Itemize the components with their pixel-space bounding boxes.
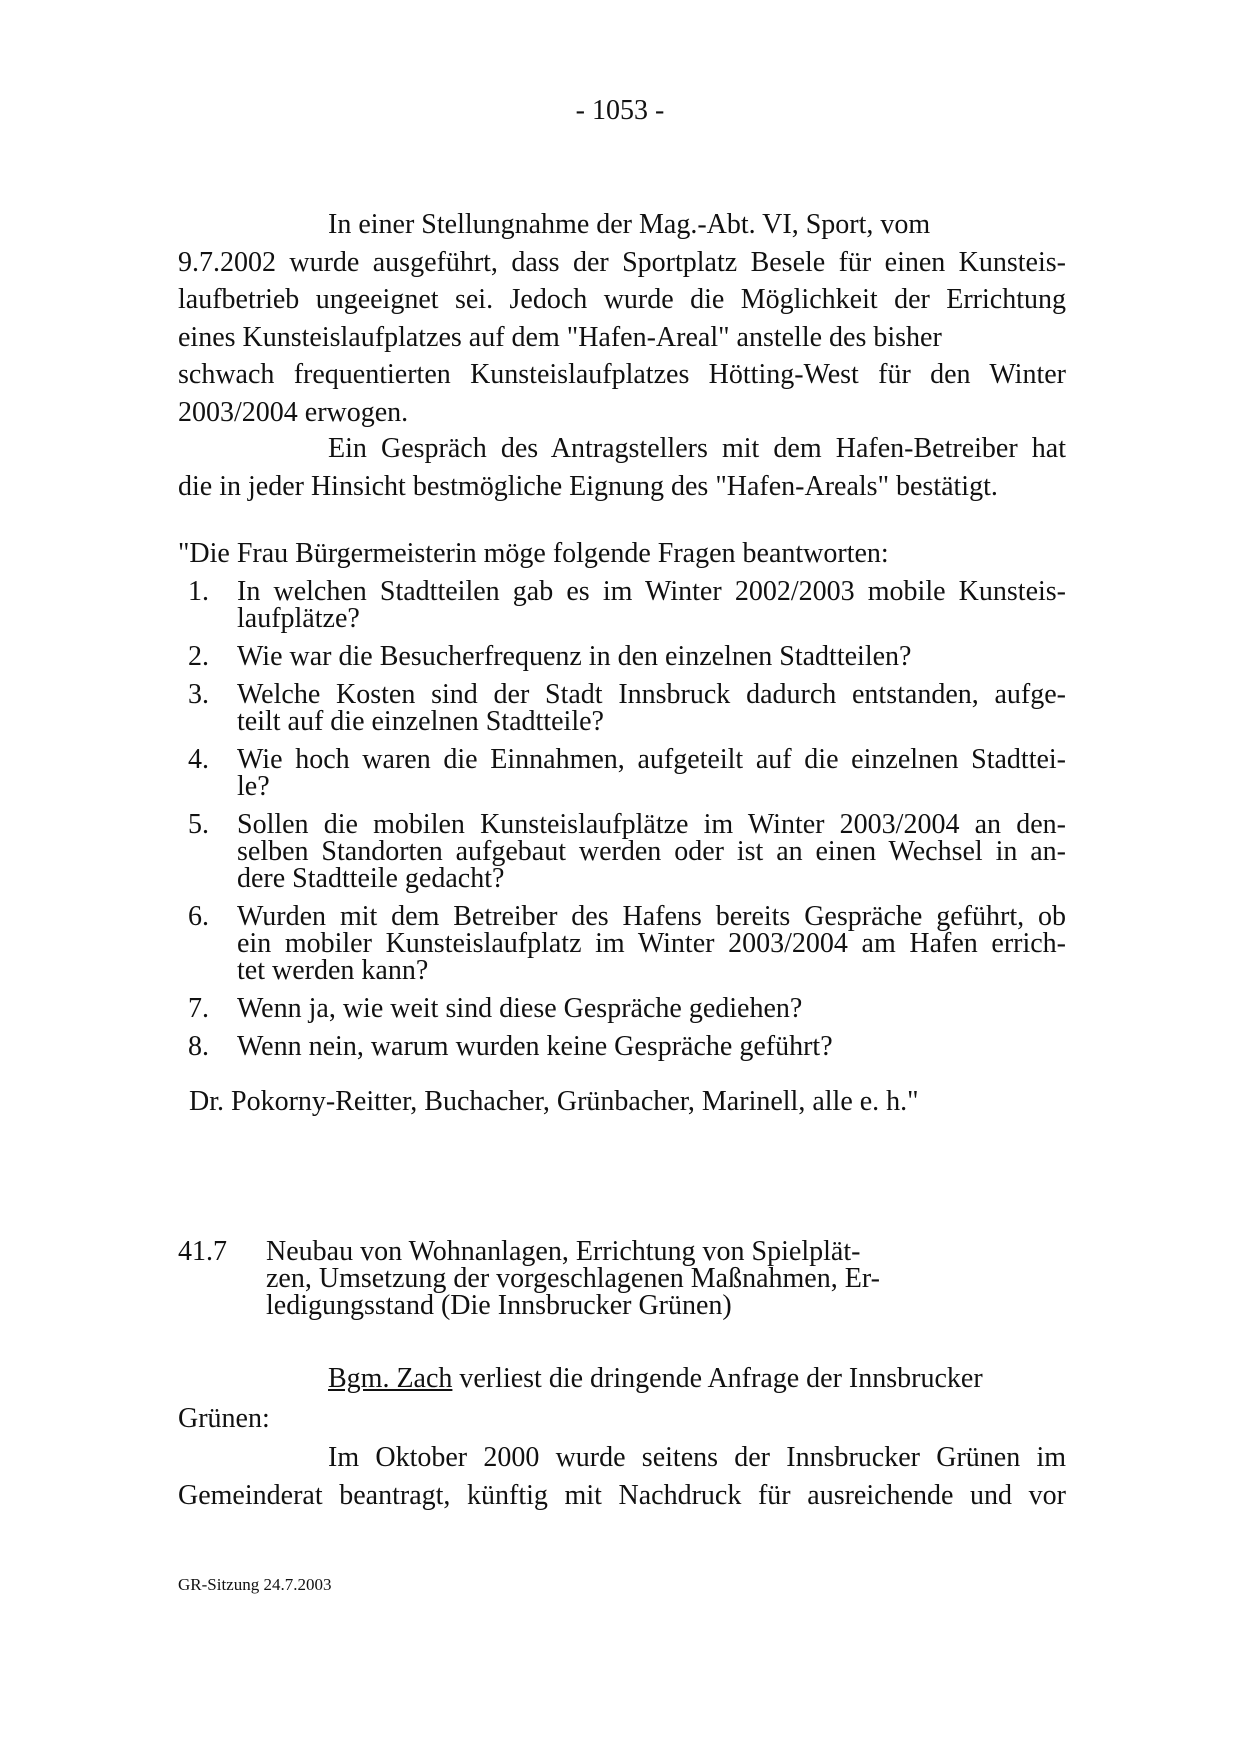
section-number: 41.7	[178, 1236, 227, 1267]
list-item	[178, 746, 1066, 800]
paragraph-line: laufbetrieb ungeeignet sei. Jedoch wurde die Möglichkeit der Errichtung	[178, 284, 1066, 315]
list-item-line: tet werden kann?	[237, 955, 429, 986]
list-item-line: teilt auf die einzelnen Stadtteile?	[237, 706, 604, 737]
list-item	[178, 681, 1066, 735]
list-item-line: Wenn ja, wie weit sind diese Gespräche gediehen?	[237, 993, 803, 1024]
list-item-line: Wenn nein, warum wurden keine Gespräche geführt?	[237, 1031, 833, 1062]
list-item-line: In welchen Stadtteilen gab es im Winter 2002/2003 mobile Kunsteis-	[237, 576, 1066, 607]
paragraph-line: Im Oktober 2000 wurde seitens der Innsbrucker Grünen im	[328, 1442, 1066, 1473]
questions-intro: "Die Frau Bürgermeisterin möge folgende Fragen beantworten:	[178, 538, 889, 569]
speaker-intro-text: verliest die dringende Anfrage der Innsbrucker	[452, 1363, 983, 1394]
list-item-number: 5.	[188, 809, 209, 840]
paragraph-oktober	[178, 1439, 1066, 1514]
list-item-number: 8.	[188, 1031, 209, 1062]
section-title-line: ledigungsstand (Die Innsbrucker Grünen)	[266, 1290, 732, 1321]
list-item-number: 1.	[188, 576, 209, 607]
paragraph-line: die in jeder Hinsicht bestmögliche Eignung des "Hafen-Areals" bestätigt.	[178, 470, 998, 502]
list-item-number: 4.	[188, 744, 209, 775]
paragraph-line: In einer Stellungnahme der Mag.-Abt. VI, Sport, vom	[328, 209, 931, 240]
speaker-intro	[328, 1361, 983, 1397]
list-item-line: Wie hoch waren die Einnahmen, aufgeteilt auf die einzelnen Stadttei-	[237, 744, 1066, 775]
list-item	[178, 811, 1066, 892]
list-item-line: Sollen die mobilen Kunsteislaufplätze im Winter 2003/2004 an den-	[237, 809, 1066, 840]
list-item	[178, 578, 1066, 632]
list-item-line: Wie war die Besucherfrequenz in den einzelnen Stadtteilen?	[237, 641, 912, 672]
list-item-line: Welche Kosten sind der Stadt Innsbruck dadurch entstanden, aufge-	[237, 679, 1066, 710]
page-footer: GR-Sitzung 24.7.2003	[178, 1575, 332, 1594]
page-number: - 1053 -	[575, 95, 665, 126]
list-item-line: laufplätze?	[237, 603, 360, 634]
list-item-number: 6.	[188, 901, 209, 932]
paragraph-stellungnahme	[178, 206, 1066, 431]
list-item	[178, 643, 1066, 670]
question-list	[178, 578, 1066, 1071]
list-item-line: Wurden mit dem Betreiber des Hafens bereits Gespräche geführt, ob	[237, 901, 1066, 932]
paragraph-line: Ein Gespräch des Antragstellers mit dem Hafen-Betreiber hat	[328, 433, 1066, 464]
list-item	[178, 1033, 1066, 1060]
signers: Dr. Pokorny-Reitter, Buchacher, Grünbacher, Marinell, alle e. h."	[189, 1086, 919, 1117]
speaker-name: Bgm. Zach	[328, 1363, 453, 1394]
paragraph-line: 9.7.2002 wurde ausgeführt, dass der Sportplatz Besele für einen Kunsteis-	[178, 246, 1066, 278]
section-title	[266, 1238, 880, 1319]
list-item-line: dere Stadtteile gedacht?	[237, 863, 505, 894]
list-item-line: le?	[237, 771, 270, 802]
list-item	[178, 903, 1066, 984]
speaker-intro-tail: Grünen:	[178, 1403, 270, 1434]
list-item-line: ein mobiler Kunsteislaufplatz im Winter 2003/2004 am Hafen errich-	[237, 928, 1066, 959]
list-item-line: selben Standorten aufgebaut werden oder ist an einen Wechsel in an-	[237, 836, 1066, 867]
paragraph-line: 2003/2004 erwogen.	[178, 396, 409, 428]
paragraph-line: eines Kunsteislaufplatzes auf dem "Hafen-Areal" anstelle des bisher	[178, 321, 942, 353]
paragraph-line: Gemeinderat beantragt, künftig mit Nachdruck für ausreichende und vor	[178, 1479, 1066, 1511]
paragraph-gespraech	[178, 430, 1066, 505]
paragraph-line: schwach frequentierten Kunsteislaufplatzes Hötting-West für den Winter	[178, 359, 1066, 390]
list-item-number: 2.	[188, 641, 209, 672]
section-title-line: Neubau von Wohnanlagen, Errichtung von Spielplät-	[266, 1236, 861, 1267]
list-item	[178, 995, 1066, 1022]
list-item-number: 7.	[188, 993, 209, 1024]
list-item-number: 3.	[188, 679, 209, 710]
section-title-line: zen, Umsetzung der vorgeschlagenen Maßnahmen, Er-	[266, 1263, 880, 1294]
